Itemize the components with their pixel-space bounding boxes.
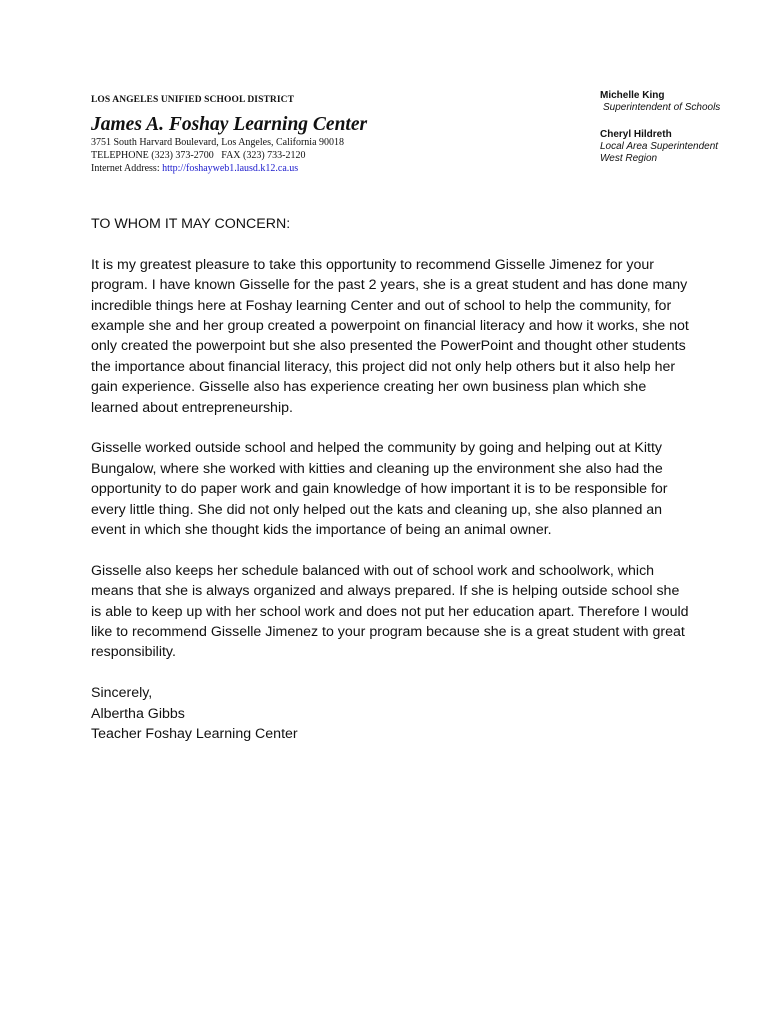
signature-block xyxy=(91,683,691,744)
closing: Sincerely, xyxy=(91,685,153,702)
official-title: Superintendent of Schools xyxy=(603,102,721,113)
district-name: LOS ANGELES UNIFIED SCHOOL DISTRICT xyxy=(91,95,295,105)
signer-name: Albertha Gibbs xyxy=(91,705,185,722)
internet-label: Internet Address: xyxy=(91,163,163,174)
school-website-link[interactable]: http://foshayweb1.lausd.k12.ca.us xyxy=(162,163,299,174)
officials-list xyxy=(600,90,760,180)
paragraph-1: It is my greatest pleasure to take this opportunity to recommend Gisselle Jimenez for your program. I have known Gisselle for the past 2 years, she is a great student and has done many incredible things here at Foshay learning Center and out of school to help the community, for example she and her group created a powerpoint on financial literacy and how it works, she not only created the powerpoint but she also presented the PowerPoint and thought other students the importance about financial literacy, this project did not only help others but it also help her gain experience. Gisselle also has experience creating her own business plan which she learned about entrepreneurship. xyxy=(91,256,689,416)
letterhead xyxy=(91,94,571,175)
official-superintendent xyxy=(600,90,760,114)
phone-fax: TELEPHONE (323) 373-2700 FAX (323) 733-2120 xyxy=(91,150,306,161)
official-name: Michelle King xyxy=(600,90,665,101)
salutation: TO WHOM IT MAY CONCERN: xyxy=(91,216,291,232)
official-name: Cheryl Hildreth xyxy=(600,129,672,140)
letter-body xyxy=(91,214,691,745)
paragraph-3: Gisselle also keeps her schedule balanced with out of school work and schoolwork, which means that she is always organized and always prepared. If she is helping outside school she is able to keep up with her school work and does not put her education apart. Therefore I would like to recommend Gisselle Jimenez to your program because she is a great student with great responsibility. xyxy=(91,562,689,661)
official-local-superintendent xyxy=(600,129,760,165)
signer-title: Teacher Foshay Learning Center xyxy=(91,726,298,743)
school-address: 3751 South Harvard Boulevard, Los Angeles, California 90018 xyxy=(91,137,345,148)
official-title: Local Area Superintendent xyxy=(600,141,719,152)
internet-address xyxy=(91,162,571,175)
paragraph-2: Gisselle worked outside school and helped the community by going and helping out at Kitty Bungalow, where she worked with kitties and cleaning up the environment she also had the opportunity to do paper work and gain knowledge of how important it is to be responsible for every little thing. She did not only helped out the kats and cleaning up, she also planned an event in which she thought kids the importance of being an animal owner. xyxy=(91,440,668,539)
official-region: West Region xyxy=(600,153,658,164)
school-name: James A. Foshay Learning Center xyxy=(91,114,368,135)
